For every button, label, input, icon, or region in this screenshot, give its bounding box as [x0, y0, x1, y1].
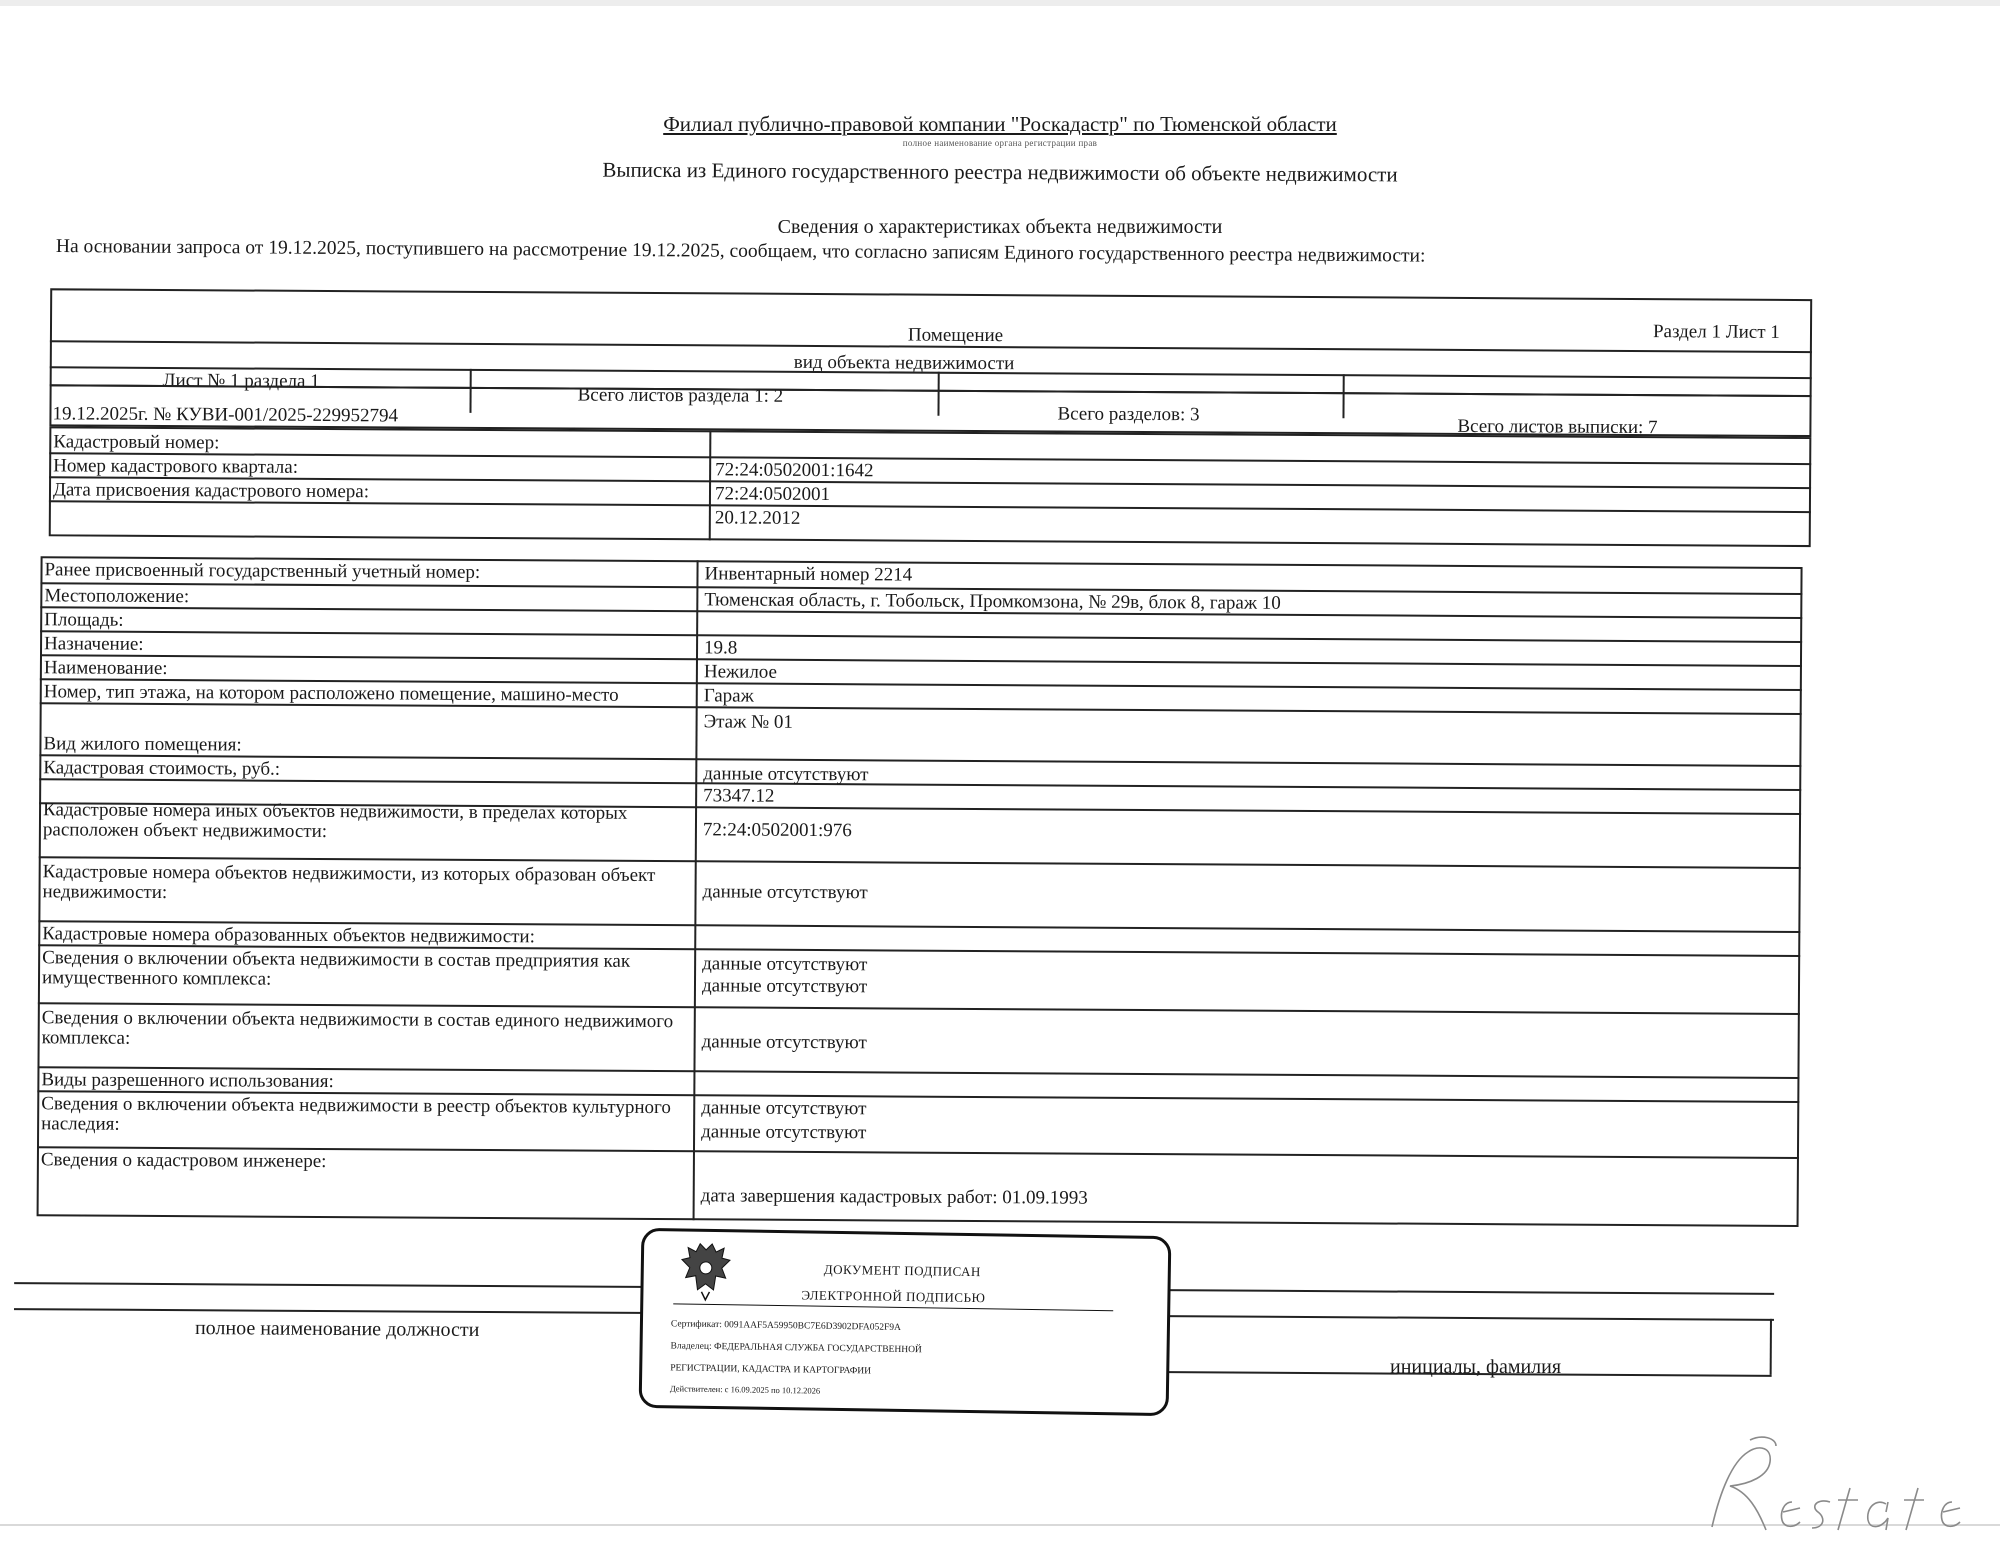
detail-value-6: данные отсутствуют: [703, 763, 869, 786]
detail-value-7: 73347.12: [703, 785, 775, 807]
detail-label-0: Ранее присвоенный государственный учетный номер:: [44, 559, 481, 583]
object-type-caption: вид объекта недвижимости: [793, 351, 1015, 375]
stamp-title: ДОКУМЕНТ ПОДПИСАН: [823, 1261, 981, 1280]
detail-label-6: Вид жилого помещения:: [43, 733, 242, 756]
section-sheet-label: Раздел 1 Лист 1: [1652, 321, 1780, 343]
detail-label-2: Площадь:: [44, 609, 124, 631]
stamp-validity: Действителен: с 16.09.2025 по 10.12.2026: [669, 1383, 821, 1396]
position-caption: полное наименование должности: [194, 1317, 480, 1341]
name-caption: инициалы, фамилия: [1390, 1356, 1562, 1378]
extract-title: Выписка из Единого государственного реестра недвижимости об объекте недвижимости: [602, 157, 1398, 187]
object-type: Помещение: [907, 324, 1004, 347]
detail-label-7: Кадастровая стоимость, руб.:: [43, 757, 281, 780]
detail-label-1: Местоположение:: [44, 585, 190, 608]
stamp-subtitle: ЭЛЕКТРОННОЙ ПОДПИСЬЮ: [801, 1287, 986, 1306]
detail-value-3: Нежилое: [703, 661, 778, 683]
detail-label-3: Назначение:: [44, 633, 144, 655]
section-title: Сведения о характеристиках объекта недвижимости: [777, 216, 1223, 238]
org-name: Филиал публично-правовой компании "Роскадастр" по Тюменской области: [663, 112, 1337, 136]
detail-label-8: Кадастровые номера иных объектов недвижимости, в пределах которых расположен объект недвижимости:: [42, 799, 628, 842]
detail-label-12: Сведения о включении объекта недвижимости в состав единого недвижимого комплекса:: [41, 1007, 674, 1049]
org-subtitle: полное наименование органа регистрации прав: [902, 138, 1098, 148]
detail-value-4: Гараж: [703, 685, 754, 707]
total-section-sheets: Всего листов раздела 1: 2: [577, 384, 784, 407]
identity-label-0: Кадастровый номер:: [53, 431, 220, 454]
stamp-certificate: Сертификат: 0091AAF5A59950BC7E6D3902DFA052F9A: [670, 1319, 902, 1333]
identity-label-2: Дата присвоения кадастрового номера:: [52, 479, 370, 503]
total-extract-sheets: Всего листов выписки: 7: [1457, 415, 1658, 439]
detail-label-15: Сведения о кадастровом инженере:: [40, 1149, 327, 1173]
identity-value-2: 20.12.2012: [714, 507, 801, 529]
detail-value-1: Тюменская область, г. Тобольск, Промкомзона, № 29в, блок 8, гараж 10: [704, 589, 1281, 614]
detail-label-13: Виды разрешенного использования:: [41, 1069, 334, 1093]
detail-label-11: Сведения о включении объекта недвижимости в состав предприятия как имущественного комплекса:: [41, 947, 631, 990]
detail-value-10: данные отсутствуют: [702, 953, 868, 976]
detail-value-5: Этаж № 01: [703, 711, 793, 733]
detail-value-2: 19.8: [703, 637, 738, 659]
detail-value-11: данные отсутствуют: [701, 975, 868, 998]
scan-edge-top: [0, 0, 2000, 6]
identity-label-1: Номер кадастрового квартала:: [53, 455, 299, 478]
detail-value-12: данные отсутствуют: [701, 1031, 867, 1054]
detail-value-0: Инвентарный номер 2214: [704, 563, 913, 586]
total-sections: Всего разделов: 3: [1057, 403, 1200, 426]
detail-value-8: 72:24:0502001:976: [702, 819, 852, 842]
identity-value-0: 72:24:0502001:1642: [715, 459, 874, 482]
detail-label-10: Кадастровые номера образованных объектов недвижимости:: [42, 923, 535, 948]
coat-of-arms-icon: [677, 1241, 734, 1302]
doc-number: 19.12.2025г. № КУВИ-001/2025-229952794: [52, 403, 399, 427]
watermark-text: Restate: [1990, 1536, 1993, 1537]
stamp-owner-cont: РЕГИСТРАЦИИ, КАДАСТРА И КАРТОГРАФИИ: [670, 1363, 872, 1377]
stamp-owner: Владелец: ФЕДЕРАЛЬНАЯ СЛУЖБА ГОСУДАРСТВЕННОЙ: [670, 1341, 922, 1356]
detail-label-9: Кадастровые номера объектов недвижимости, из которых образован объект недвижимости:: [42, 861, 656, 903]
detail-value-14: данные отсутствуют: [701, 1121, 867, 1144]
detail-value-13: данные отсутствуют: [701, 1097, 867, 1120]
request-text: На основании запроса от 19.12.2025, поступившего на рассмотрение 19.12.2025, сообщаем, что согласно записям Единого государственного реестра недвижимости:: [55, 236, 1426, 267]
detail-label-5: Номер, тип этажа, на котором расположено помещение, машино-место: [43, 681, 619, 706]
electronic-signature-stamp: [639, 1228, 1172, 1416]
detail-label-14: Сведения о включении объекта недвижимости в реестр объектов культурного наследия:: [41, 1093, 671, 1135]
sheet-number: Лист № 1 раздела 1: [162, 370, 320, 392]
detail-value-15: дата завершения кадастровых работ: 01.09.1993: [700, 1185, 1088, 1209]
detail-value-9: данные отсутствуют: [702, 881, 868, 904]
detail-label-4: Наименование:: [43, 657, 168, 680]
identity-value-1: 72:24:0502001: [714, 483, 831, 506]
restate-watermark-logo: [1690, 1432, 1993, 1537]
